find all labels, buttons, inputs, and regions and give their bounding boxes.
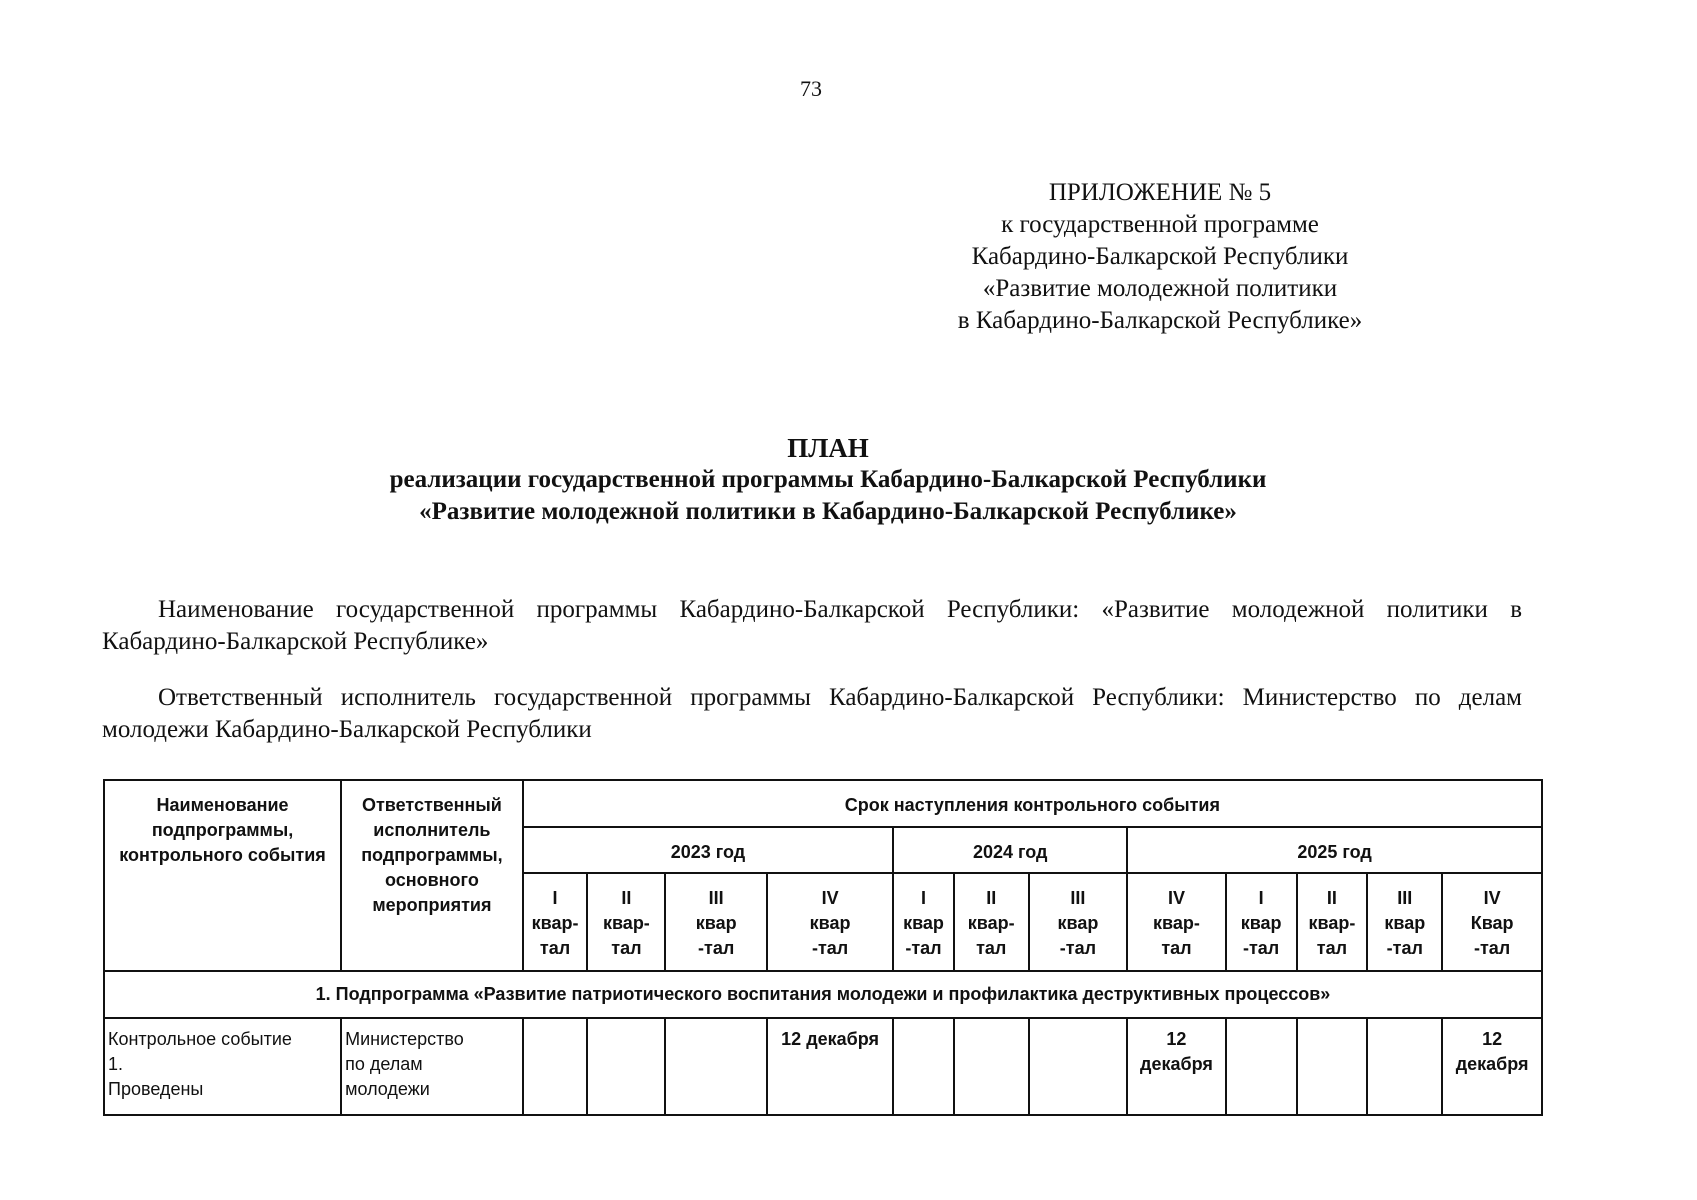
- quarter-header-line: I: [1258, 888, 1264, 908]
- column-header-executor: Ответственный исполнитель подпрограммы, основного мероприятия: [341, 780, 523, 971]
- cell-line: молодежи: [345, 1079, 430, 1099]
- quarter-header-line: квар-: [602, 913, 650, 933]
- page-number: 73: [800, 76, 822, 101]
- cell-line: Министерство: [345, 1029, 464, 1049]
- quarter-header: [1029, 873, 1128, 971]
- executor-cell: [341, 1018, 523, 1115]
- quarter-header-line: квар: [903, 913, 944, 933]
- cell-line: Проведены: [108, 1079, 204, 1099]
- quarter-header-line: II: [1326, 888, 1337, 908]
- deadline-cell: 12 декабря: [1127, 1018, 1226, 1115]
- quarter-header: [1226, 873, 1297, 971]
- deadline-cell: [1297, 1018, 1368, 1115]
- appendix-line: «Развитие молодежной политики: [982, 275, 1338, 302]
- appendix-line: к государственной программе: [1001, 211, 1319, 238]
- quarter-header-line: IV: [821, 888, 839, 908]
- plan-subtitle: реализации государственной программы Кабардино-Балкарской Республики: [389, 466, 1267, 493]
- deadline-cell: [893, 1018, 954, 1115]
- appendix-line: в Кабардино-Балкарской Республике»: [957, 307, 1363, 334]
- quarter-header-line: -тал: [1242, 938, 1280, 958]
- deadline-cell: [665, 1018, 767, 1115]
- quarter-header-line: III: [1397, 888, 1413, 908]
- year-header: 2023 год: [523, 827, 893, 873]
- quarter-header-line: квар-: [1308, 913, 1356, 933]
- quarter-header: [587, 873, 665, 971]
- quarter-header-line: III: [1070, 888, 1086, 908]
- deadline-cell: [587, 1018, 665, 1115]
- plan-subtitle: «Развитие молодежной политики в Кабардино-Балкарской Республике»: [419, 498, 1237, 525]
- quarter-header: [893, 873, 954, 971]
- quarter-header-line: -тал: [698, 938, 735, 958]
- deadline-cell: [523, 1018, 588, 1115]
- quarter-header-line: тал: [976, 938, 1007, 958]
- deadline-cell: [954, 1018, 1029, 1115]
- quarter-header-line: квар: [695, 913, 737, 933]
- appendix-line: Кабардино-Балкарской Республики: [971, 243, 1349, 270]
- table-row: [104, 1018, 1542, 1115]
- quarter-header-line: -тал: [1473, 938, 1511, 958]
- quarter-header-line: квар-: [531, 913, 579, 933]
- quarter-header-line: тал: [611, 938, 642, 958]
- deadline-cell: 12 декабря: [767, 1018, 893, 1115]
- quarter-header-line: квар-: [1153, 913, 1200, 933]
- plan-title: ПЛАН: [787, 433, 869, 463]
- plan-heading: [220, 432, 1436, 528]
- column-header-deadline: Срок наступления контрольного события: [523, 780, 1542, 827]
- quarter-header-line: I: [920, 888, 926, 908]
- quarter-header: [1442, 873, 1542, 971]
- quarter-header: [1367, 873, 1442, 971]
- quarter-header-line: тал: [539, 938, 571, 958]
- quarter-header: [767, 873, 893, 971]
- year-header: 2025 год: [1127, 827, 1542, 873]
- deadline-cell: [1029, 1018, 1128, 1115]
- responsible-executor-paragraph: Ответственный исполнитель государственной программы Кабардино-Балкарской Республики: Министерство по делам молодежи Кабардино-Балкарской Республики: [102, 684, 1522, 743]
- program-name-paragraph: Наименование государственной программы Кабардино-Балкарской Республики: «Развитие молодежной политики в Кабардино-Балкарской Республике»: [102, 596, 1522, 655]
- quarter-header-line: Квар: [1470, 913, 1514, 933]
- deadline-cell: 12 декабря: [1442, 1018, 1542, 1115]
- quarter-header-line: -тал: [1059, 938, 1097, 958]
- quarter-header-line: I: [552, 888, 558, 908]
- quarter-header-line: -тал: [905, 938, 942, 958]
- quarter-header-line: квар: [1057, 913, 1099, 933]
- column-header-name: Наименование подпрограммы, контрольного события: [104, 780, 341, 971]
- event-name-cell: [104, 1018, 341, 1115]
- quarter-header: [523, 873, 588, 971]
- quarter-header-line: тал: [1161, 938, 1192, 958]
- quarter-header-line: II: [621, 888, 632, 908]
- appendix-line: ПРИЛОЖЕНИЕ № 5: [1048, 179, 1272, 206]
- quarter-header: [954, 873, 1029, 971]
- quarter-header-line: -тал: [811, 938, 849, 958]
- quarter-header-line: квар: [1240, 913, 1282, 933]
- quarter-header-line: квар: [809, 913, 851, 933]
- cell-line: по делам: [345, 1054, 423, 1074]
- deadline-cell: [1367, 1018, 1442, 1115]
- year-header: 2024 год: [893, 827, 1127, 873]
- subprogram-title: 1. Подпрограмма «Развитие патриотического воспитания молодежи и профилактика деструктивных процессов»: [104, 971, 1542, 1018]
- quarter-header-line: квар: [1384, 913, 1426, 933]
- quarter-header-line: II: [986, 888, 997, 908]
- quarter-header-line: III: [708, 888, 724, 908]
- quarter-header: [1127, 873, 1226, 971]
- quarter-header-line: IV: [1167, 888, 1185, 908]
- quarter-header-line: квар-: [967, 913, 1015, 933]
- quarter-header-line: IV: [1483, 888, 1501, 908]
- quarter-header: [1297, 873, 1368, 971]
- cell-line: 1.: [108, 1054, 124, 1074]
- cell-line: Контрольное событие: [108, 1029, 292, 1049]
- deadline-cell: [1226, 1018, 1297, 1115]
- quarter-header-line: -тал: [1386, 938, 1423, 958]
- appendix-header: [900, 177, 1420, 337]
- quarter-header: [665, 873, 767, 971]
- plan-table: [103, 779, 1543, 1116]
- quarter-header-line: тал: [1316, 938, 1348, 958]
